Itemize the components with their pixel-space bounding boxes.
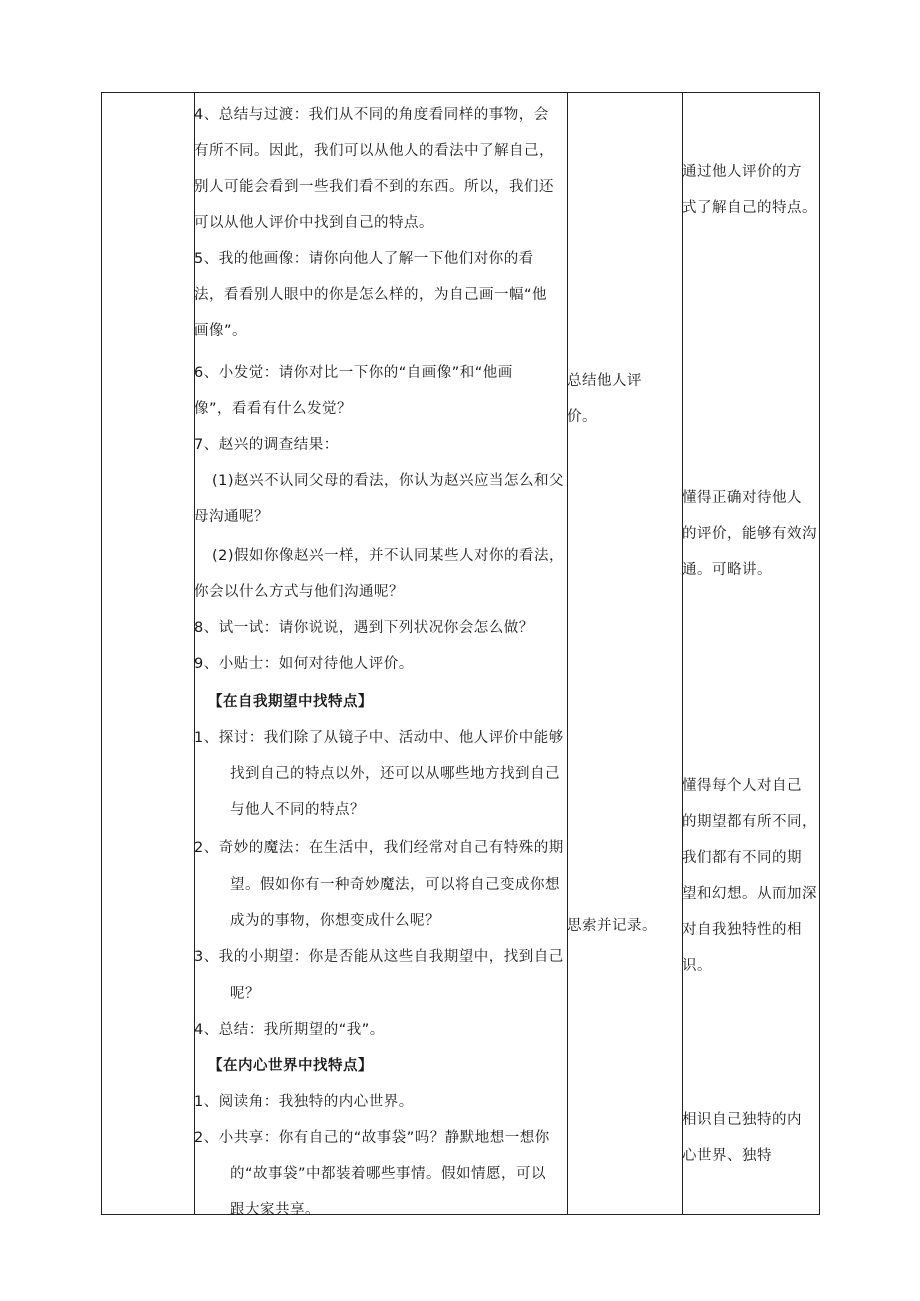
activity-cell	[567, 0, 681, 1301]
content-line: (2)假如你像赵兴一样，并不认同某些人对你的看法，	[212, 548, 565, 564]
content-line: 2、奇妙的魔法：在生活中，我们经常对自己有特殊的期	[194, 840, 564, 856]
intent-line: 识。	[682, 958, 712, 974]
activity-line: 总结他人评	[567, 373, 642, 389]
intent-line: 对自我独特性的相	[682, 922, 802, 938]
activity-line: 思索并记录。	[567, 918, 657, 934]
content-line: 呢？	[230, 986, 260, 1002]
content-line: 找到自己的特点以外，还可以从哪些地方找到自己	[230, 766, 560, 782]
section-heading: 【在内心世界中找特点】	[208, 1058, 373, 1074]
content-line: 4、总结：我所期望的“我”。	[194, 1022, 385, 1038]
content-line: 有所不同。因此，我们可以从他人的看法中了解自己，	[194, 143, 554, 159]
content-line: 8、试一试：请你说说，遇到下列状况你会怎么做？	[194, 620, 534, 636]
intent-cell	[682, 0, 820, 1301]
intent-line: 式了解自己的特点。	[682, 200, 817, 216]
intent-line: 的评价，能够有效沟	[682, 526, 817, 542]
content-line: 的“故事袋”中都装着哪些事情。假如情愿，可以	[230, 1166, 547, 1182]
content-line: 4、总结与过渡：我们从不同的角度看同样的事物，会	[194, 107, 549, 123]
intent-line: 通。可略讲。	[682, 562, 772, 578]
content-line: 画像”。	[194, 323, 248, 339]
intent-line: 的期望都有所不同，	[682, 814, 817, 830]
intent-line: 相识自己独特的内	[682, 1112, 802, 1128]
content-line: 与他人不同的特点？	[230, 802, 365, 818]
content-line: 跟大家共享。	[230, 1202, 320, 1218]
content-line: 1、阅读角：我独特的内心世界。	[194, 1094, 414, 1110]
content-line: 3、我的小期望：你是否能从这些自我期望中，找到自己	[194, 949, 564, 965]
content-line: 母沟通呢？	[194, 509, 269, 525]
content-line: 9、小贴士：如何对待他人评价。	[194, 656, 414, 672]
content-line: 2、小共享：你有自己的“故事袋”吗？静默地想一想你	[194, 1130, 550, 1146]
intent-line: 我们都有不同的期	[682, 850, 802, 866]
content-line: 法，看看别人眼中的你是怎么样的，为自己画一幅“他	[194, 287, 548, 303]
intent-line: 懂得每个人对自己	[682, 778, 802, 794]
intent-line: 通过他人评价的方	[682, 164, 802, 180]
content-line: 5、我的他画像：请你向他人了解一下他们对你的看	[194, 251, 534, 267]
content-line: 像”，看看有什么发觉？	[194, 401, 353, 417]
content-line: 成为的事物，你想变成什么呢？	[230, 913, 440, 929]
content-line: (1)赵兴不认同父母的看法，你认为赵兴应当怎么和父	[212, 473, 565, 489]
content-line: 可以从他人评价中找到自己的特点。	[194, 215, 434, 231]
intent-line: 望和幻想。从而加深	[682, 886, 817, 902]
section-heading: 【在自我期望中找特点】	[208, 694, 373, 710]
intent-line: 心世界、独特	[682, 1148, 772, 1164]
content-line: 6、小发觉：请你对比一下你的“自画像”和“他画	[194, 365, 513, 381]
content-line: 望。假如你有一种奇妙魔法，可以将自己变成你想	[230, 877, 560, 893]
content-line: 1、探讨：我们除了从镜子中、活动中、他人评价中能够	[194, 730, 564, 746]
content-line: 你会以什么方式与他们沟通呢？	[194, 584, 404, 600]
content-cell	[194, 0, 566, 1301]
content-line: 别人可能会看到一些我们看不到的东西。所以，我们还	[194, 179, 554, 195]
activity-line: 价。	[567, 409, 597, 425]
intent-line: 懂得正确对待他人	[682, 490, 802, 506]
content-line: 7、赵兴的调查结果：	[194, 437, 339, 453]
